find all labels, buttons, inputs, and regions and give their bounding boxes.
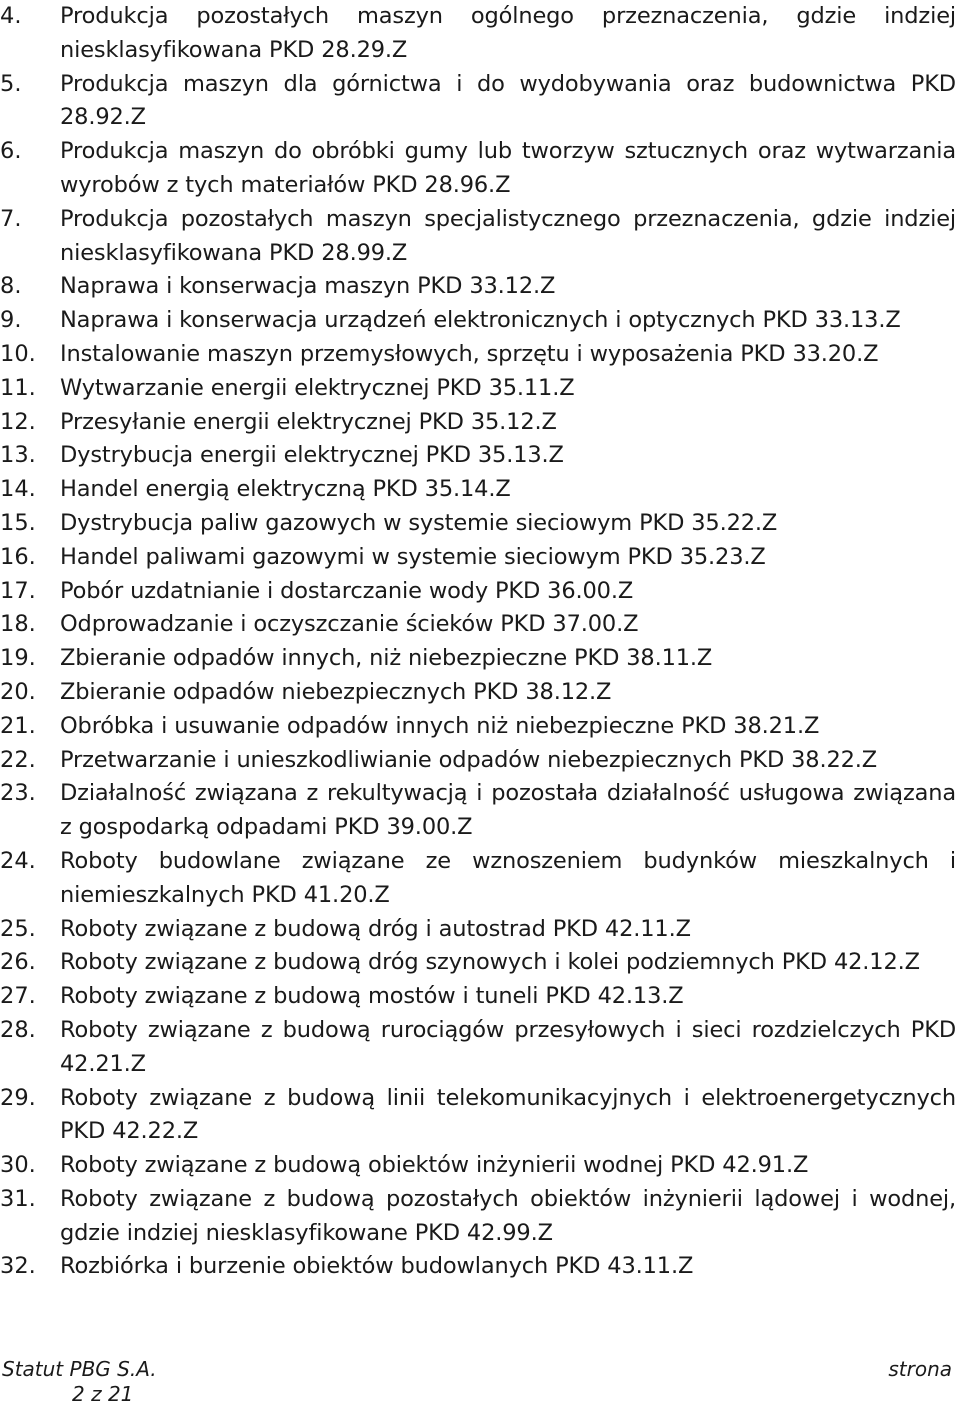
- list-item-text: Obróbka i usuwanie odpadów innych niż niebezpieczne PKD 38.21.Z: [60, 712, 820, 739]
- list-item-number: 17.: [0, 577, 36, 604]
- list-item-number: 14.: [0, 476, 36, 503]
- list-item-text: Zbieranie odpadów innych, niż niebezpieczne PKD 38.11.Z: [60, 645, 713, 672]
- list-item: [0, 1149, 956, 1183]
- list-item-number: 21.: [0, 712, 36, 739]
- list-item-number: 20.: [0, 678, 36, 705]
- list-item-text: Produkcja maszyn dla górnictwa i do wydobywania oraz budownictwa PKD 28.92.Z: [60, 70, 956, 131]
- list-item: [0, 575, 956, 609]
- list-item: [0, 372, 956, 406]
- list-item-number: 29.: [0, 1084, 36, 1111]
- list-item: [0, 135, 956, 203]
- list-item-text: Roboty związane z budową linii telekomunikacyjnych i elektroenergetycznych PKD 42.22.Z: [60, 1084, 956, 1145]
- list-item-text: Roboty budowlane związane ze wznoszeniem budynków mieszkalnych i niemieszkalnych PKD 41.20.Z: [60, 847, 956, 908]
- list-item-text: Roboty związane z budową dróg szynowych i kolei podziemnych PKD 42.12.Z: [60, 949, 920, 976]
- list-item-number: 6.: [0, 138, 22, 165]
- list-item-number: 16.: [0, 543, 36, 570]
- list-item-number: 10.: [0, 340, 36, 367]
- list-item: [0, 203, 956, 271]
- list-item-text: Produkcja maszyn do obróbki gumy lub tworzyw sztucznych oraz wytwarzania wyrobów z tych materiałów PKD 28.96.Z: [60, 138, 956, 198]
- list-item-text: Roboty związane z budową rurociągów przesyłowych i sieci rozdzielczych PKD 42.21.Z: [60, 1016, 956, 1077]
- list-item-text: Odprowadzanie i oczyszczanie ścieków PKD 37.00.Z: [60, 611, 639, 638]
- list-item-number: 19.: [0, 645, 36, 672]
- list-item: [0, 744, 956, 778]
- list-item-text: Dystrybucja energii elektrycznej PKD 35.13.Z: [60, 442, 564, 469]
- list-item-text: Pobór uzdatnianie i dostarczanie wody PKD 36.00.Z: [60, 577, 634, 604]
- list-item-number: 12.: [0, 408, 36, 435]
- list-item: [0, 68, 956, 136]
- list-item-text: Działalność związana z rekultywacją i pozostała działalność usługowa związana z gospodarką odpadami PKD 39.00.Z: [60, 780, 956, 841]
- list-item-number: 5.: [0, 70, 22, 97]
- list-item: [0, 439, 956, 473]
- list-item: [0, 946, 956, 980]
- list-item: [0, 406, 956, 440]
- list-item-number: 18.: [0, 611, 36, 638]
- list-item-number: 23.: [0, 780, 36, 807]
- list-item-number: 30.: [0, 1152, 36, 1179]
- list-item-text: Wytwarzanie energii elektrycznej PKD 35.11.Z: [60, 374, 575, 401]
- list-item-text: Roboty związane z budową obiektów inżynierii wodnej PKD 42.91.Z: [60, 1152, 809, 1179]
- list-item: [0, 473, 956, 507]
- list-item: [0, 1250, 956, 1284]
- footer-strona-label: strona: [888, 1357, 952, 1381]
- list-item: [0, 1183, 956, 1251]
- footer-document-title: Statut PBG S.A.: [2, 1357, 157, 1381]
- list-item: [0, 541, 956, 575]
- list-item-text: Roboty związane z budową pozostałych obiektów inżynierii lądowej i wodnej, gdzie indziej niesklasyfikowane PKD 42.99.Z: [60, 1185, 956, 1246]
- list-item-text: Rozbiórka i burzenie obiektów budowlanych PKD 43.11.Z: [60, 1253, 694, 1280]
- list-item-text: Handel energią elektryczną PKD 35.14.Z: [60, 476, 511, 503]
- list-item-number: 8.: [0, 273, 22, 300]
- list-item-number: 28.: [0, 1016, 36, 1043]
- list-item-number: 9.: [0, 307, 22, 334]
- list-item: [0, 845, 956, 913]
- list-item: [0, 1014, 956, 1082]
- list-item-text: Przetwarzanie i unieszkodliwianie odpadów niebezpiecznych PKD 38.22.Z: [60, 746, 878, 773]
- list-item: [0, 608, 956, 642]
- list-item-number: 4.: [0, 3, 22, 29]
- list-item-number: 26.: [0, 949, 36, 976]
- list-item-text: Roboty związane z budową mostów i tuneli PKD 42.13.Z: [60, 983, 684, 1010]
- list-item-number: 11.: [0, 374, 36, 401]
- list-item: [0, 980, 956, 1014]
- list-item: [0, 1082, 956, 1150]
- list-item: [0, 0, 956, 68]
- list-item: [0, 642, 956, 676]
- list-item-text: Produkcja pozostałych maszyn ogólnego przeznaczenia, gdzie indziej niesklasyfikowana PKD 28.29.Z: [60, 3, 956, 63]
- list-item-number: 25.: [0, 915, 36, 942]
- list-item-number: 31.: [0, 1185, 36, 1212]
- list-item-number: 15.: [0, 509, 36, 536]
- list-item-text: Roboty związane z budową dróg i autostrad PKD 42.11.Z: [60, 915, 691, 942]
- list-item: [0, 304, 956, 338]
- list-item-number: 32.: [0, 1253, 36, 1280]
- list-item: [0, 777, 956, 845]
- list-item: [0, 338, 956, 372]
- list-item-text: Naprawa i konserwacja maszyn PKD 33.12.Z: [60, 273, 556, 300]
- list-item: [0, 913, 956, 947]
- list-item-text: Produkcja pozostałych maszyn specjalistycznego przeznaczenia, gdzie indziej niesklasyfikowana PKD 28.99.Z: [60, 205, 956, 266]
- list-item-number: 13.: [0, 442, 36, 469]
- list-item-text: Naprawa i konserwacja urządzeń elektronicznych i optycznych PKD 33.13.Z: [60, 307, 901, 334]
- list-item: [0, 270, 956, 304]
- list-item: [0, 710, 956, 744]
- list-item-number: 24.: [0, 847, 36, 874]
- list-item: [0, 676, 956, 710]
- list-item-number: 27.: [0, 983, 36, 1010]
- list-item-text: Przesyłanie energii elektrycznej PKD 35.12.Z: [60, 408, 557, 435]
- list-item-text: Instalowanie maszyn przemysłowych, sprzętu i wyposażenia PKD 33.20.Z: [60, 340, 879, 367]
- footer-page-number: 2 z 21: [72, 1382, 134, 1406]
- list-item-text: Dystrybucja paliw gazowych w systemie sieciowym PKD 35.22.Z: [60, 509, 778, 536]
- list-item: [0, 507, 956, 541]
- list-item-text: Zbieranie odpadów niebezpiecznych PKD 38.12.Z: [60, 678, 612, 705]
- list-item-number: 7.: [0, 205, 22, 232]
- list-item-number: 22.: [0, 746, 36, 773]
- list-item-text: Handel paliwami gazowymi w systemie sieciowym PKD 35.23.Z: [60, 543, 766, 570]
